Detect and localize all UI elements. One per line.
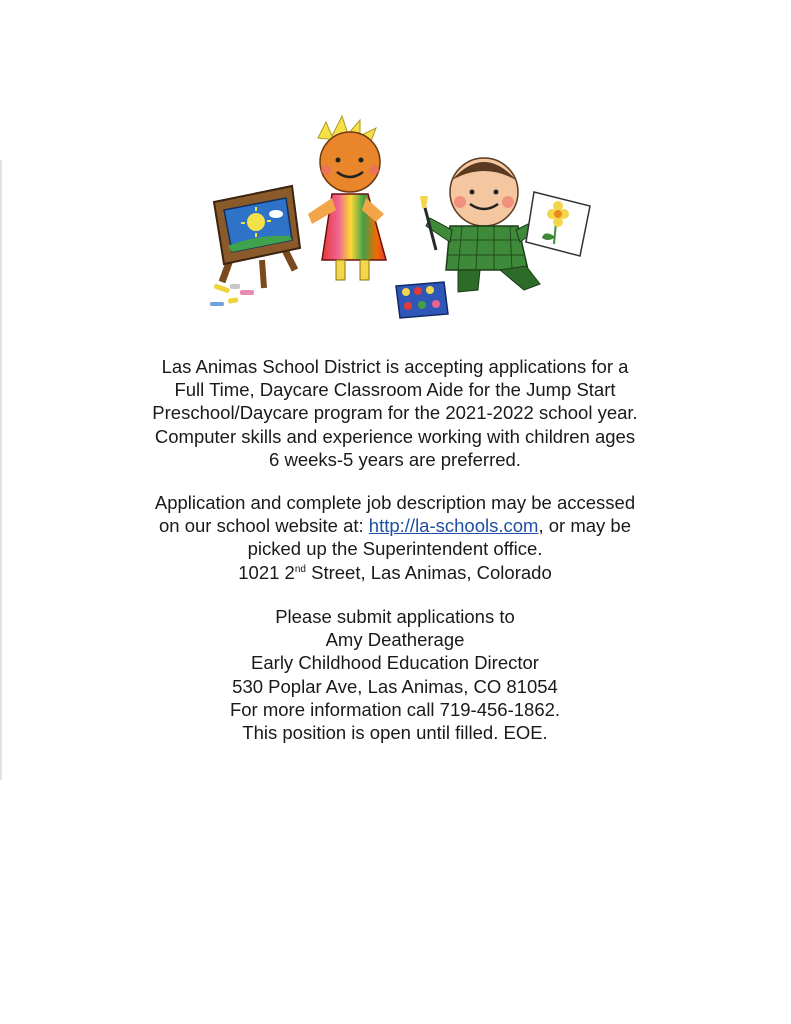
scan-edge-shadow xyxy=(0,160,3,780)
contact-phone-line: For more information call 719-456-1862. xyxy=(229,698,561,720)
submit-instruction: Please submit applications to xyxy=(275,606,515,627)
address-street: Street, Las Animas, Colorado xyxy=(305,561,552,583)
rainbow-dress-child-icon xyxy=(308,116,386,280)
job-announcement-paragraph xyxy=(95,355,695,471)
position-status-line: This position is open until filled. EOE. xyxy=(242,722,548,744)
address-ordinal-suffix: nd xyxy=(294,563,306,575)
website-line xyxy=(95,514,695,537)
announcement-line: Computer skills and experience working with children ages xyxy=(154,425,636,447)
announcement-line: 6 weeks-5 years are preferred. xyxy=(269,448,521,470)
pickup-line: picked up the Superintendent office. xyxy=(247,538,543,560)
contact-title: Early Childhood Education Director xyxy=(251,652,539,674)
school-website-link[interactable]: http://la-schools.com xyxy=(368,515,539,537)
announcement-line: Las Animas School District is accepting applications for a xyxy=(161,356,629,377)
district-address xyxy=(95,561,695,584)
children-art-illustration xyxy=(200,110,610,330)
application-line: Application and complete job description may be accessed xyxy=(154,492,636,513)
flower-drawing-icon xyxy=(526,192,590,256)
contact-address: 530 Poplar Ave, Las Animas, CO 81054 xyxy=(232,675,558,697)
website-suffix: , or may be xyxy=(538,515,631,537)
easel-painting-icon xyxy=(214,186,300,288)
paint-palette-icon xyxy=(396,282,448,318)
green-overalls-child-icon xyxy=(420,158,540,292)
chalk-pieces-icon xyxy=(210,283,254,306)
contact-name: Amy Deatherage xyxy=(325,629,465,651)
website-prefix: on our school website at: xyxy=(159,515,369,537)
address-number: 1021 2 xyxy=(238,561,295,583)
contact-info-paragraph xyxy=(95,605,695,744)
announcement-line: Full Time, Daycare Classroom Aide for the Jump Start xyxy=(174,379,616,401)
application-info-paragraph xyxy=(95,491,695,584)
announcement-line: Preschool/Daycare program for the 2021-2022 school year. xyxy=(152,402,638,424)
